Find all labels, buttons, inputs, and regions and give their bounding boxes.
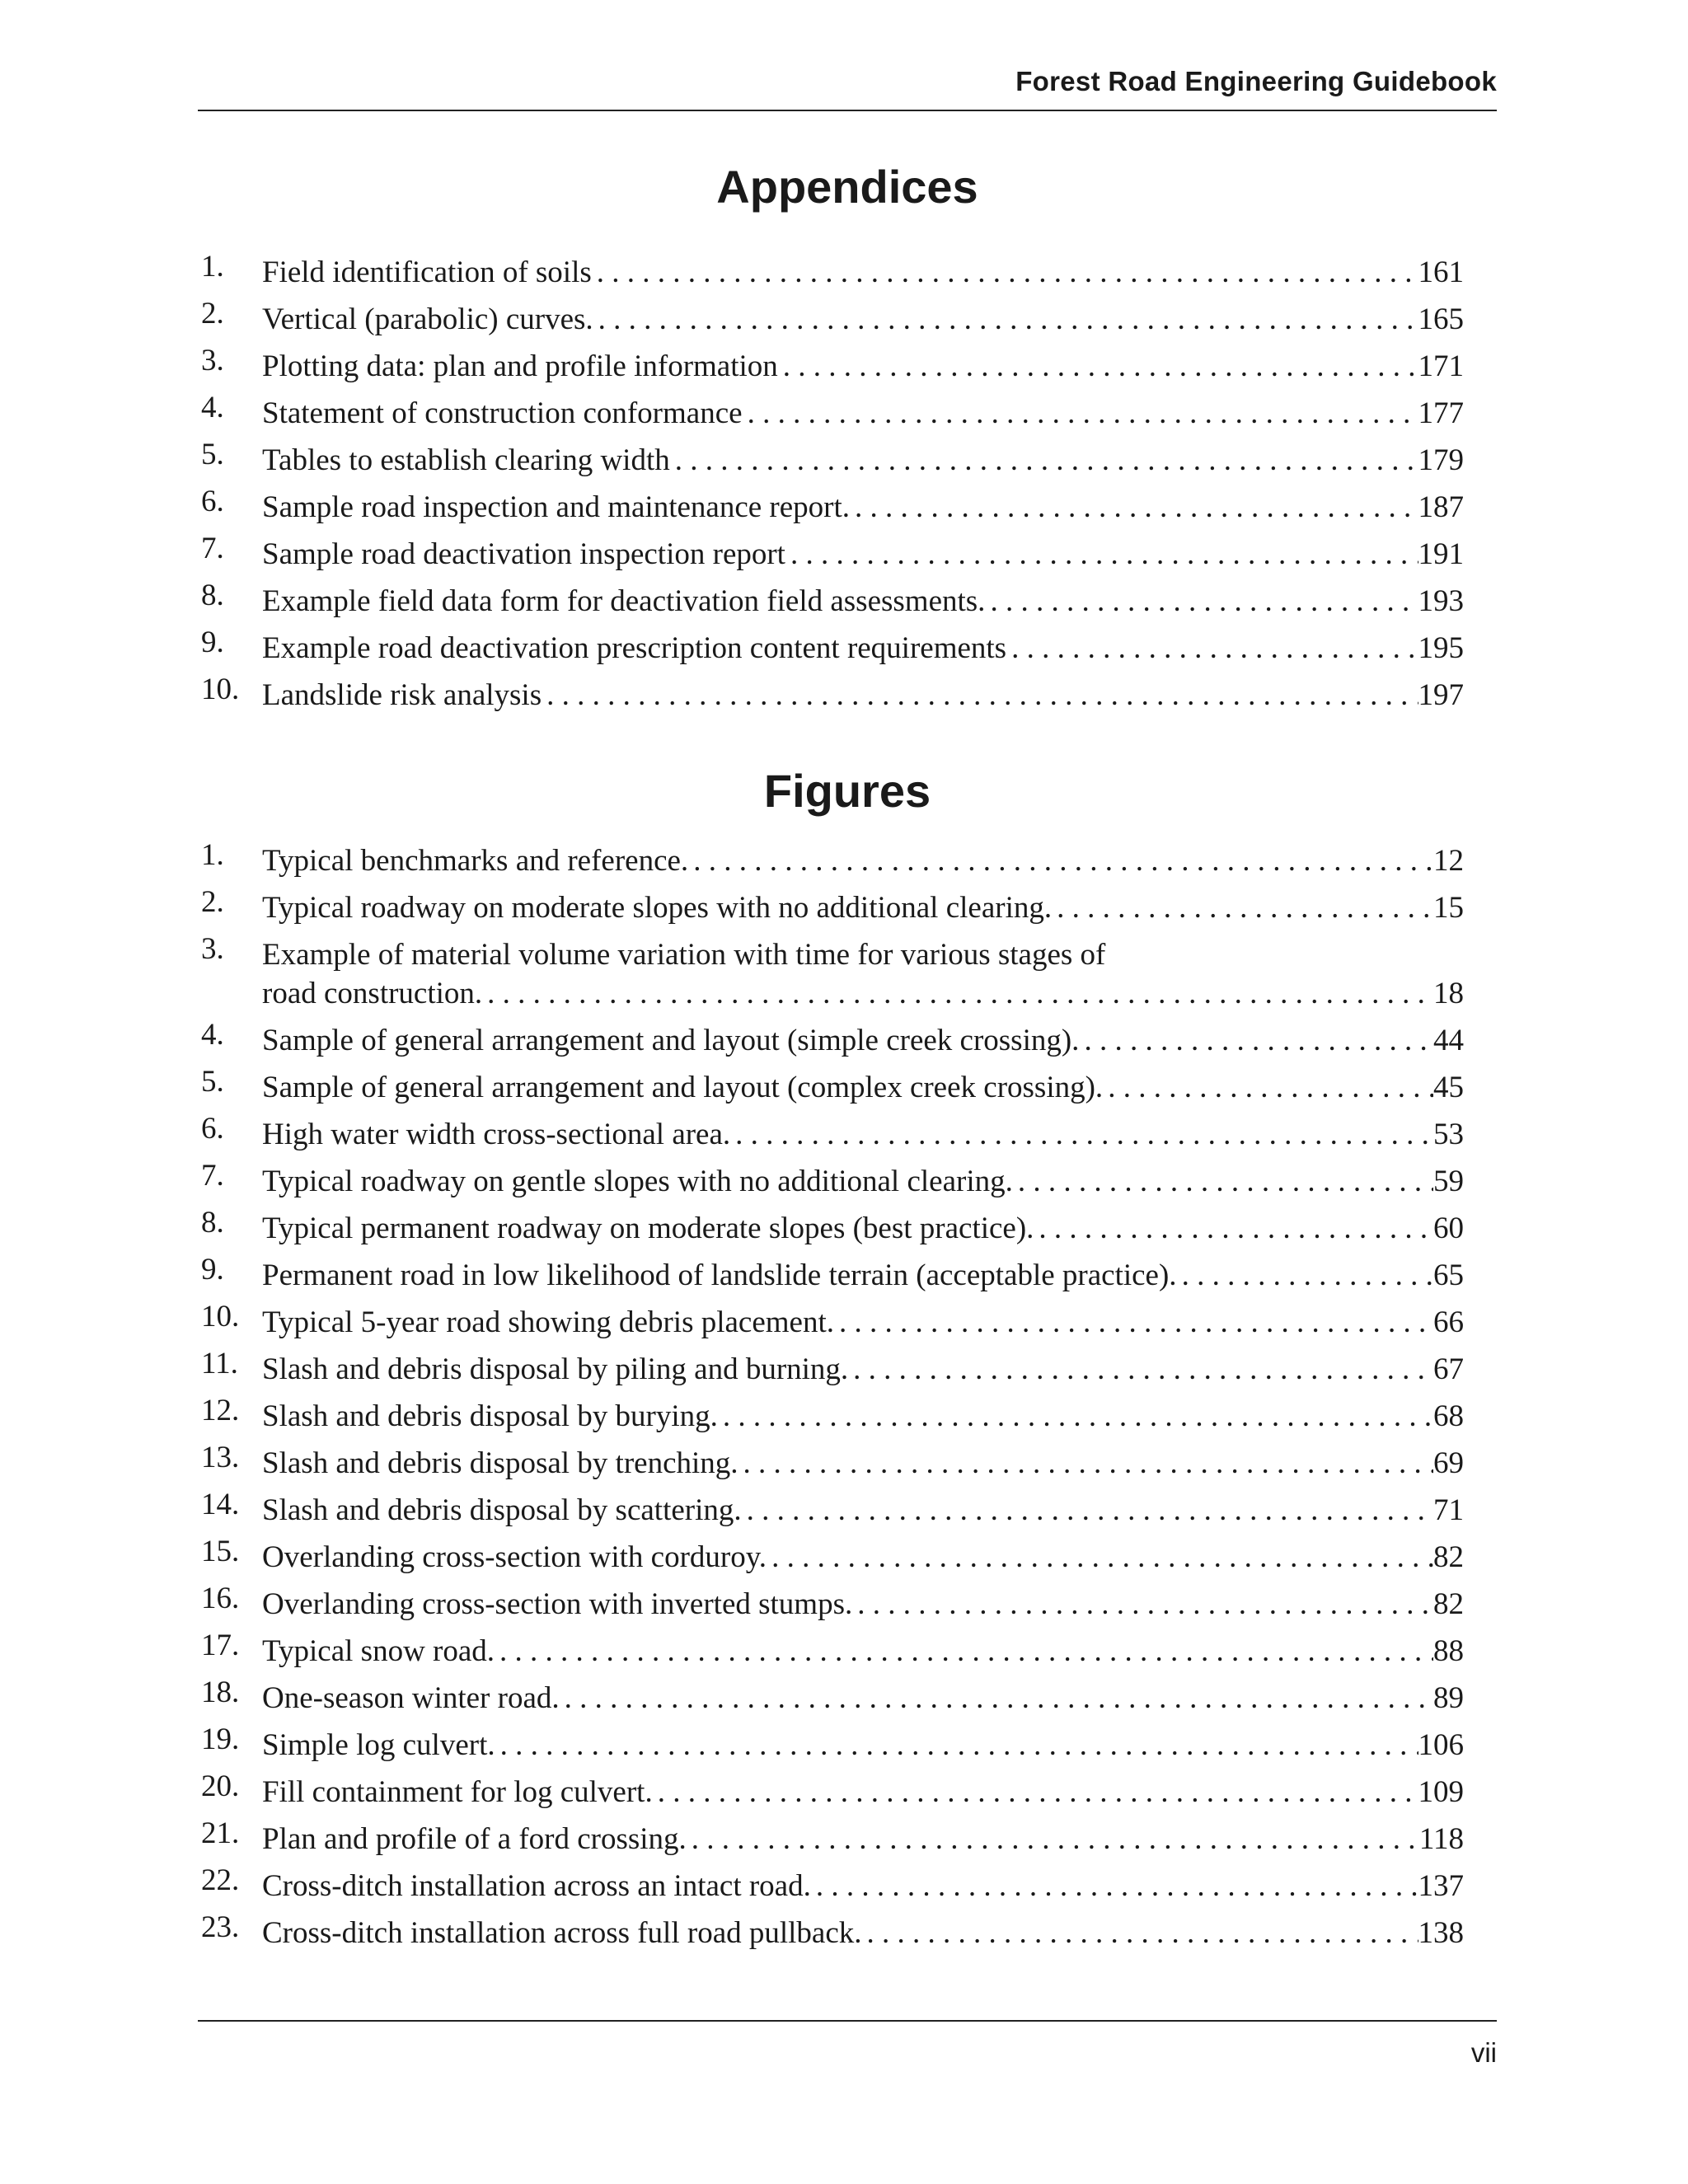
entry-title: Slash and debris disposal by piling and burning. xyxy=(262,1352,849,1386)
dot-leader xyxy=(848,1346,1433,1393)
entry-title: Overlanding cross-section with inverted stumps. xyxy=(262,1587,853,1621)
entry-number: 20. xyxy=(201,1769,240,1803)
entry-title: Permanent road in low likelihood of landslide terrain (acceptable practice). xyxy=(262,1258,1177,1292)
appendix-entry xyxy=(201,343,1464,390)
entry-title: Sample of general arrangement and layout (complex creek crossing). xyxy=(262,1071,1104,1104)
entry-title: Typical permanent roadway on moderate slopes (best practice). xyxy=(262,1212,1034,1245)
dot-leader xyxy=(730,1111,1433,1158)
entry-title: Cross-ditch installation across an intact road. xyxy=(262,1869,811,1903)
figures-list xyxy=(201,837,1464,1957)
appendix-entry xyxy=(201,625,1464,672)
dot-leader xyxy=(560,1675,1433,1722)
entry-number: 1. xyxy=(201,250,224,284)
entry-page-number: 177 xyxy=(1418,396,1464,430)
figure-entry xyxy=(201,1017,1464,1064)
entry-page-number: 161 xyxy=(1418,255,1464,289)
entry-page-number: 82 xyxy=(1433,1540,1464,1574)
entry-page-number: 191 xyxy=(1418,537,1464,571)
entry-title: Sample road inspection and maintenance report. xyxy=(262,490,851,524)
dot-leader xyxy=(785,531,1418,578)
figure-entry xyxy=(201,1487,1464,1534)
entry-page-number: 109 xyxy=(1418,1775,1464,1809)
entry-page-number: 44 xyxy=(1433,1024,1464,1057)
dot-leader xyxy=(1177,1252,1433,1299)
entry-page-number: 118 xyxy=(1418,1822,1464,1856)
figure-entry xyxy=(201,1111,1464,1158)
dot-leader xyxy=(688,837,1433,884)
entry-number: 9. xyxy=(201,1253,224,1286)
entry-page-number: 137 xyxy=(1418,1869,1464,1903)
entry-number: 6. xyxy=(201,1112,224,1146)
appendices-list xyxy=(201,249,1464,719)
appendix-entry xyxy=(201,437,1464,484)
entry-page-number: 15 xyxy=(1433,891,1464,925)
entry-page-number: 69 xyxy=(1433,1446,1464,1480)
entry-title: Plotting data: plan and profile information xyxy=(262,349,778,383)
entry-number: 16. xyxy=(201,1582,240,1615)
entry-number: 7. xyxy=(201,1159,224,1193)
dot-leader xyxy=(593,296,1418,343)
entry-title: Cross-ditch installation across full road pullback. xyxy=(262,1916,862,1950)
dot-leader xyxy=(850,484,1418,531)
dot-leader xyxy=(1006,625,1418,672)
entry-title: road construction. xyxy=(262,977,483,1010)
entry-number: 19. xyxy=(201,1722,240,1756)
entry-number: 5. xyxy=(201,438,224,471)
dot-leader xyxy=(495,1722,1418,1769)
entry-title: Fill containment for log culvert. xyxy=(262,1775,653,1809)
page-number: vii xyxy=(1470,2037,1497,2068)
dot-leader xyxy=(985,578,1418,625)
entry-page-number: 66 xyxy=(1433,1305,1464,1339)
dot-leader xyxy=(482,970,1433,1017)
dot-leader xyxy=(1034,1205,1433,1252)
figure-entry xyxy=(201,884,1464,931)
entry-number: 2. xyxy=(201,885,224,919)
dot-leader xyxy=(1103,1064,1433,1111)
entry-number: 10. xyxy=(201,673,240,706)
entry-title: Simple log culvert. xyxy=(262,1728,495,1762)
entry-title: Field identification of soils xyxy=(262,255,592,289)
entry-number: 22. xyxy=(201,1863,240,1897)
figure-entry xyxy=(201,1769,1464,1816)
dot-leader xyxy=(852,1581,1433,1628)
entry-title: Typical roadway on moderate slopes with no additional clearing. xyxy=(262,891,1053,925)
dot-leader xyxy=(834,1299,1433,1346)
entry-number: 2. xyxy=(201,297,224,330)
entry-page-number: 106 xyxy=(1418,1728,1464,1762)
dot-leader xyxy=(862,1910,1418,1957)
figure-entry xyxy=(201,1816,1464,1863)
dot-leader xyxy=(653,1769,1418,1816)
figures-heading: Figures xyxy=(763,765,931,817)
running-header: Forest Road Engineering Guidebook xyxy=(1015,66,1497,96)
dot-leader xyxy=(767,1534,1433,1581)
dot-leader xyxy=(778,343,1418,390)
figure-entry xyxy=(201,1675,1464,1722)
entry-title: Statement of construction conformance xyxy=(262,396,743,430)
entry-number: 14. xyxy=(201,1488,240,1521)
appendix-entry xyxy=(201,531,1464,578)
entry-title: Slash and debris disposal by trenching. xyxy=(262,1446,738,1480)
figure-entry xyxy=(201,837,1464,884)
dot-leader xyxy=(811,1863,1418,1910)
figure-entry xyxy=(201,1628,1464,1675)
entry-number: 18. xyxy=(201,1675,240,1709)
entry-page-number: 197 xyxy=(1418,678,1464,712)
dot-leader xyxy=(592,249,1418,296)
entry-page-number: 68 xyxy=(1433,1399,1464,1433)
entry-title: Plan and profile of a ford crossing. xyxy=(262,1822,687,1856)
appendices-heading: Appendices xyxy=(716,161,978,213)
figure-entry xyxy=(201,1393,1464,1440)
figure-entry xyxy=(201,1252,1464,1299)
appendix-entry xyxy=(201,390,1464,437)
entry-page-number: 179 xyxy=(1418,443,1464,477)
entry-number: 7. xyxy=(201,532,224,565)
entry-title: Landslide risk analysis xyxy=(262,678,542,712)
entry-number: 15. xyxy=(201,1535,240,1568)
figure-entry xyxy=(201,1863,1464,1910)
dot-leader xyxy=(742,1487,1433,1534)
entry-page-number: 71 xyxy=(1433,1493,1464,1527)
appendix-entry xyxy=(201,296,1464,343)
entry-page-number: 187 xyxy=(1418,490,1464,524)
entry-title: Sample of general arrangement and layout (simple creek crossing). xyxy=(262,1024,1080,1057)
dot-leader xyxy=(1079,1017,1433,1064)
entry-number: 3. xyxy=(201,344,224,377)
appendix-entry xyxy=(201,672,1464,719)
figure-entry xyxy=(201,1064,1464,1111)
entry-number: 13. xyxy=(201,1441,240,1474)
entry-page-number: 82 xyxy=(1433,1587,1464,1621)
entry-number: 11. xyxy=(201,1347,238,1380)
header-rule xyxy=(198,110,1497,111)
figure-entry xyxy=(201,1346,1464,1393)
entry-number: 9. xyxy=(201,626,224,659)
entry-title: Typical snow road. xyxy=(262,1634,495,1668)
entry-page-number: 65 xyxy=(1433,1258,1464,1292)
entry-page-number: 195 xyxy=(1418,631,1464,665)
figure-entry xyxy=(201,1581,1464,1628)
entry-page-number: 88 xyxy=(1433,1634,1464,1668)
figure-entry xyxy=(201,1534,1464,1581)
entry-number: 8. xyxy=(201,579,224,612)
dot-leader xyxy=(1052,884,1433,931)
entry-title: Typical roadway on gentle slopes with no additional clearing. xyxy=(262,1165,1013,1198)
entry-page-number: 60 xyxy=(1433,1212,1464,1245)
entry-title: Slash and debris disposal by scattering. xyxy=(262,1493,742,1527)
entry-page-number: 53 xyxy=(1433,1118,1464,1151)
entry-page-number: 67 xyxy=(1433,1352,1464,1386)
dot-leader xyxy=(738,1440,1433,1487)
entry-title: Example road deactivation prescription content requirements xyxy=(262,631,1007,665)
figure-entry xyxy=(201,1299,1464,1346)
entry-number: 21. xyxy=(201,1816,240,1850)
entry-number: 23. xyxy=(201,1910,240,1944)
dot-leader xyxy=(495,1628,1433,1675)
entry-title: Slash and debris disposal by burying. xyxy=(262,1399,718,1433)
entry-number: 6. xyxy=(201,485,224,518)
entry-page-number: 18 xyxy=(1433,977,1464,1010)
entry-number: 10. xyxy=(201,1300,240,1333)
figure-entry xyxy=(201,1910,1464,1957)
entry-page-number: 165 xyxy=(1418,302,1464,336)
entry-page-number: 193 xyxy=(1418,584,1464,618)
entry-title: One-season winter road. xyxy=(262,1681,560,1715)
dot-leader xyxy=(718,1393,1433,1440)
entry-page-number: 12 xyxy=(1433,844,1464,878)
appendix-entry xyxy=(201,484,1464,531)
entry-page-number: 59 xyxy=(1433,1165,1464,1198)
entry-title: Typical benchmarks and reference. xyxy=(262,844,689,878)
footer-rule xyxy=(198,2020,1497,2022)
entry-title: Vertical (parabolic) curves. xyxy=(262,302,593,336)
appendix-entry xyxy=(201,249,1464,296)
entry-page-number: 138 xyxy=(1418,1916,1464,1950)
dot-leader xyxy=(542,672,1418,719)
dot-leader xyxy=(1013,1158,1433,1205)
entry-number: 4. xyxy=(201,1018,224,1052)
entry-title: Typical 5-year road showing debris placement. xyxy=(262,1305,835,1339)
figure-entry xyxy=(201,1205,1464,1252)
entry-title: Overlanding cross-section with corduroy. xyxy=(262,1540,767,1574)
dot-leader xyxy=(743,390,1418,437)
entry-title: High water width cross-sectional area. xyxy=(262,1118,731,1151)
dot-leader xyxy=(687,1816,1419,1863)
entry-title-line1: Example of material volume variation with time for various stages of xyxy=(262,938,1106,972)
entry-page-number: 45 xyxy=(1433,1071,1464,1104)
entry-number: 1. xyxy=(201,838,224,872)
entry-number: 8. xyxy=(201,1206,224,1240)
figure-entry xyxy=(201,1722,1464,1769)
dot-leader xyxy=(670,437,1418,484)
entry-number: 4. xyxy=(201,391,224,424)
entry-number: 17. xyxy=(201,1629,240,1662)
figure-entry xyxy=(201,1440,1464,1487)
entry-number: 12. xyxy=(201,1394,240,1427)
entry-number: 3. xyxy=(201,932,224,966)
entry-title: Sample road deactivation inspection report xyxy=(262,537,785,571)
figure-entry xyxy=(201,1158,1464,1205)
entry-page-number: 89 xyxy=(1433,1681,1464,1715)
entry-page-number: 171 xyxy=(1418,349,1464,383)
entry-title: Tables to establish clearing width xyxy=(262,443,670,477)
appendix-entry xyxy=(201,578,1464,625)
entry-number: 5. xyxy=(201,1065,224,1099)
entry-title: Example field data form for deactivation field assessments. xyxy=(262,584,986,618)
figure-entry xyxy=(201,931,1464,1017)
